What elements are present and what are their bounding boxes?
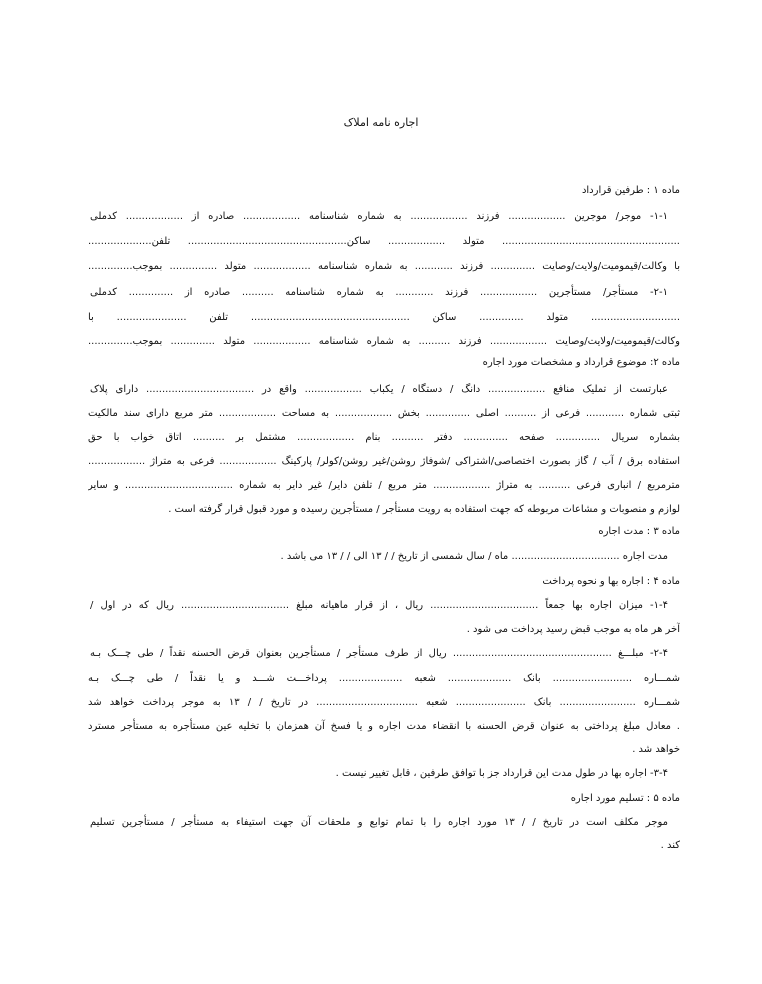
section-5-heading: ماده ۵ : تسلیم مورد اجاره [570,793,680,804]
clause-1-1-line-3: با وکالت/قیمومیت/ولایت/وصایت .............. فرزند ............ به شماره شناسنامه .................. متولد ............... بموجب.............. [88,261,680,272]
clause-1-2-line-2: ............................ متولد .............. ساکن .................................................. تلفن ...................... با [88,312,680,323]
section-2-line-4: استفاده برق / آب / گاز بصورت اختصاصی/اشتراکی /شوفاژ روشن/غیر روشن/کولر/ پارکینگ .................. فرعی به متراژ .................. [88,456,680,467]
section-3-line-1: مدت اجاره .................................. ماه / سال شمسی از تاریخ / / ۱۳ الی / / ۱۳ می باشد . [280,551,668,562]
section-4-heading: ماده ۴ : اجاره بها و نحوه پرداخت [542,576,680,587]
section-5-line-2: کند . [660,840,680,851]
clause-4-2-line-3: شمـــاره ........................ بانک ...................... شعبه ................................ در تاریخ / / ۱۳ به موجر پرداخت خواهد شد [88,697,680,708]
clause-1-1-line-1: ۱-۱- موجر/ موجرین .................. فرزند .................. به شماره شناسنامه .................. صادره از .................. کدملی [90,211,668,222]
clause-4-1-line-2: آخر هر ماه به موجب قبض رسید پرداخت می شود . [466,624,680,635]
clause-1-1-line-2: ........................................................ متولد .................. ساکن.................................................. تلفن.................... [88,236,680,247]
document-title: اجاره نامه املاک [343,116,419,129]
clause-4-2-line-5: خواهد شد . [632,744,680,755]
section-1-heading: ماده ۱ : طرفین قرارداد [581,185,680,196]
section-2-line-6: لوازم و منصوبات و مشاعات مربوطه که جهت استفاده به رویت مستأجر / مستأجرین رسیده و مورد قبول قرار گرفته است . [168,504,680,515]
clause-1-2-line-1: ۲-۱- مستأجر/ مستأجرین .................. فرزند ............ به شماره شناسنامه .......... صادره از .............. کدملی [90,287,668,298]
clause-4-2-line-1: ۲-۴- مبلـــغ .................................................. ریال از طرف مستأجر / مستأجرین بعنوان قرض الحسنه نقداً / طی چـــک بـه [90,648,668,659]
section-2-line-3: بشماره سریال .............. صفحه .............. دفتر .......... بنام .................. مشتمل بر .......... اتاق خواب با حق [88,432,680,443]
clause-4-2-line-2: شمـــاره ......................... بانک .................... شعبه .................... پرداخـــت شـــد و یا نقداً / طی چـــک بـه [88,673,680,684]
section-2-line-1: عبارتست از تملیک منافع .................. دانگ / دستگاه / یکباب .................. واقع در .................................. دارای پلاک [90,384,668,395]
clause-4-3-line-1: ۳-۴- اجاره بها در طول مدت این قرارداد جز با توافق طرفین ، قابل تغییر نیست . [335,768,668,779]
section-3-heading: ماده ۳ : مدت اجاره [598,526,680,537]
section-2-heading: ماده ۲: موضوع قرارداد و مشخصات مورد اجاره [482,357,680,368]
clause-4-1-line-1: ۱-۴- میزان اجاره بها جمعاً .................................. ریال ، از قرار ماهیانه مبلغ .................................. ریال که در اول / [90,600,668,611]
clause-1-2-line-3: وکالت/قیمومیت/ولایت/وصایت .................. فرزند .......... به شماره شناسنامه .................. متولد .............. بموجب.............. [88,336,680,347]
section-5-line-1: موجر مکلف است در تاریخ / / ۱۳ مورد اجاره را با تمام توابع و ملحقات آن جهت استیفاء به مستأجر / مستأجرین تسلیم [90,817,668,828]
clause-4-2-line-4: . معادل مبلغ پرداختی به عنوان قرض الحسنه با انقضاء مدت اجاره و یا فسخ آن همزمان با تخلیه عین مستأجره به مستأجر مسترد [88,721,680,732]
section-2-line-5: مترمربع / انباری فرعی .......... به متراژ .................. متر مربع / تلفن دایر/ غیر دایر به شماره .................................. و سایر [88,480,680,491]
section-2-line-2: ثبتی شماره ............ فرعی از .......... اصلی .............. بخش .................. به مساحت .................. متر مربع دارای سند مالکیت [88,408,680,419]
